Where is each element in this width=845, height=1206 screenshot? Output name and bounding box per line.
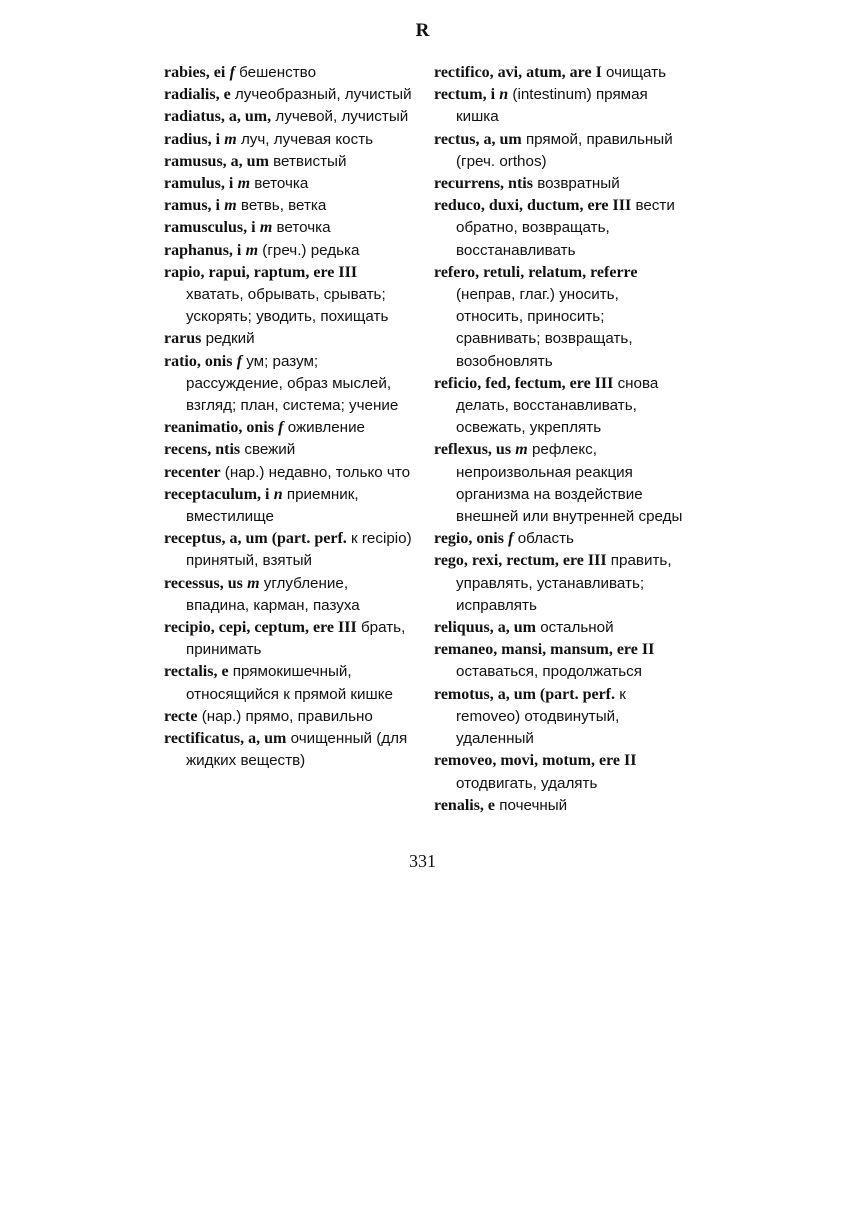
entry-definition: (нар.) прямо, правильно [201, 707, 373, 725]
entry-gender: m [245, 241, 259, 259]
entry-gender: m [224, 197, 237, 215]
entry-gender: f [508, 530, 514, 548]
left-column [164, 62, 414, 773]
right-column [434, 62, 686, 817]
dictionary-entry [164, 484, 414, 528]
entry-definition: ум; разум; рассуждение, образ мыслей, взгляд; план, система; учение [186, 352, 399, 415]
entry-definition: прямой, правильный (греч. orthos) [456, 130, 673, 170]
entry-definition: хватать, обрывать, срывать; ускорять; уводить, похищать [186, 286, 389, 326]
dictionary-entry [164, 106, 414, 128]
dictionary-entry [434, 750, 686, 794]
entry-definition: вести обратно, возвращать, восстанавливать [456, 197, 675, 259]
entry-headword: removeo, movi, motum, ere II [434, 752, 637, 770]
entry-definition: оживление [287, 419, 365, 437]
dictionary-entry [164, 173, 414, 195]
entry-headword: rabies, ei [164, 64, 226, 81]
dictionary-entry [164, 62, 414, 84]
entry-definition: лучевой, лучистый [275, 108, 409, 126]
dictionary-entry [164, 439, 414, 461]
entry-definition: к removeo) отодвинутый, удаленный [456, 685, 626, 748]
entry-headword: radiatus, a, um, [164, 108, 272, 126]
entry-headword: reduco, duxi, ductum, ere III [434, 197, 632, 215]
entry-definition: прямокишечный, относящийся к прямой кишке [186, 663, 393, 703]
entry-definition: (неправ, глаг.) уносить, относить, приносить; сравнивать; возвращать, возобновлять [456, 286, 633, 370]
entry-gender: f [229, 64, 235, 81]
entry-headword: rego, rexi, rectum, ere III [434, 552, 607, 570]
dictionary-entry [434, 173, 686, 195]
entry-headword: recenter [164, 463, 221, 481]
entry-gender: m [224, 130, 237, 148]
dictionary-entry [164, 573, 414, 617]
entry-definition: очищенный (для жидких веществ) [186, 730, 408, 770]
dictionary-entry [434, 617, 686, 639]
entry-headword: ramusus, a, um [164, 152, 269, 170]
entry-definition: оставаться, продолжаться [456, 663, 642, 681]
dictionary-entry [164, 351, 414, 418]
entry-headword: rectalis, e [164, 663, 229, 681]
entry-definition: редкий [205, 330, 255, 348]
entry-definition: область [517, 530, 574, 548]
dictionary-entry [434, 528, 686, 550]
entry-definition: очищать [606, 64, 667, 81]
entry-headword: ramus, i [164, 197, 220, 215]
entry-headword: recte [164, 707, 198, 725]
entry-definition: приемник, вместилище [186, 485, 359, 526]
entry-headword: rectus, a, um [434, 130, 522, 148]
entry-headword: rectifico, avi, atum, are I [434, 64, 602, 81]
dictionary-entry [434, 684, 686, 751]
dictionary-entry [164, 528, 414, 572]
dictionary-entry [434, 639, 686, 683]
dictionary-entry [164, 462, 414, 484]
entry-definition: (нар.) недавно, только что [224, 463, 411, 481]
dictionary-entry [434, 262, 686, 373]
entry-headword: recipio, cepi, ceptum, ere III [164, 619, 357, 637]
entry-definition: углубление, впадина, карман, пазуха [186, 574, 360, 614]
entry-definition: (греч.) редька [262, 241, 360, 259]
entry-definition: возвратный [537, 175, 620, 193]
entry-definition: лучеобразный, лучистый [234, 86, 412, 104]
entry-definition: рефлекс, непроизвольная реакция организма на воздействие внешней или внутренней среды [456, 441, 683, 526]
entry-headword: recurrens, ntis [434, 175, 533, 193]
entry-gender: m [259, 219, 273, 237]
dictionary-entry [434, 62, 686, 84]
dictionary-entry [164, 617, 414, 661]
entry-gender: m [247, 574, 260, 592]
entry-definition: ветвистый [273, 152, 347, 170]
entry-headword: reliquus, a, um [434, 619, 536, 637]
entry-headword: raphanus, i [164, 241, 242, 259]
dictionary-entry [164, 195, 414, 217]
dictionary-entry [434, 195, 686, 262]
entry-definition: брать, принимать [186, 619, 406, 659]
entry-gender: n [499, 86, 509, 104]
entry-definition: остальной [540, 619, 614, 637]
entry-headword: rarus [164, 330, 202, 348]
entry-headword: remotus, a, um (part. perf. [434, 685, 616, 703]
entry-definition: свежий [244, 441, 296, 459]
entry-definition: бешенство [239, 64, 317, 81]
entry-headword: ramulus, i [164, 175, 234, 193]
dictionary-entry [164, 417, 414, 439]
page-number: 331 [409, 851, 436, 871]
entry-headword: remaneo, mansi, mansum, ere II [434, 641, 655, 659]
dictionary-entry [164, 151, 414, 173]
dictionary-entry [164, 217, 414, 239]
entry-headword: recens, ntis [164, 441, 241, 459]
dictionary-entry [434, 373, 686, 440]
entry-headword: rapio, rapui, raptum, ere III [164, 263, 358, 281]
entry-headword: radius, i [164, 130, 221, 148]
entry-headword: recessus, us [164, 574, 243, 592]
entry-headword: reficio, fed, fectum, ere III [434, 374, 614, 392]
dictionary-entry [164, 706, 414, 728]
entry-gender: m [237, 175, 251, 193]
entry-headword: rectificatus, a, um [164, 730, 287, 748]
entry-definition: (intestinum) прямая кишка [456, 86, 648, 126]
entry-headword: reflexus, us [434, 441, 512, 459]
entry-headword: rectum, i [434, 86, 496, 104]
entry-definition: веточка [276, 219, 331, 237]
dictionary-entry [164, 728, 414, 772]
entry-definition: веточка [254, 175, 309, 193]
entry-definition: править, управлять, устанавливать; исправлять [456, 552, 672, 614]
entry-definition: снова делать, восстанавливать, освежать, укреплять [456, 374, 659, 437]
entry-definition: к recipio) принятый, взятый [186, 530, 412, 570]
dictionary-entry [164, 84, 414, 106]
dictionary-entry [164, 129, 414, 151]
entry-gender: f [278, 419, 284, 437]
entry-definition: отодвигать, удалять [456, 774, 598, 792]
entry-definition: ветвь, ветка [240, 197, 327, 215]
entry-gender: m [515, 441, 528, 459]
dictionary-entry [434, 439, 686, 528]
entry-headword: reanimatio, onis [164, 419, 274, 437]
entry-headword: ramusculus, i [164, 219, 256, 237]
dictionary-entry [434, 129, 686, 173]
dictionary-entry [164, 240, 414, 262]
entry-definition: почечный [499, 796, 568, 814]
entry-headword: ratio, onis [164, 352, 233, 370]
entry-definition: луч, лучевая кость [240, 130, 374, 148]
page-header-letter: R [415, 20, 430, 41]
entry-headword: radialis, e [164, 86, 231, 104]
entry-headword: renalis, e [434, 796, 496, 814]
dictionary-entry [164, 328, 414, 350]
dictionary-entry [434, 84, 686, 128]
entry-headword: receptus, a, um (part. perf. [164, 530, 347, 548]
entry-headword: receptaculum, i [164, 485, 270, 503]
dictionary-entry [434, 550, 686, 617]
dictionary-entry [164, 262, 414, 329]
dictionary-entry [164, 661, 414, 705]
dictionary-entry [434, 795, 686, 817]
entry-gender: n [273, 485, 283, 503]
entry-gender: f [236, 352, 243, 370]
entry-headword: regio, onis [434, 530, 504, 548]
entry-headword: refero, retuli, relatum, referre [434, 263, 638, 281]
